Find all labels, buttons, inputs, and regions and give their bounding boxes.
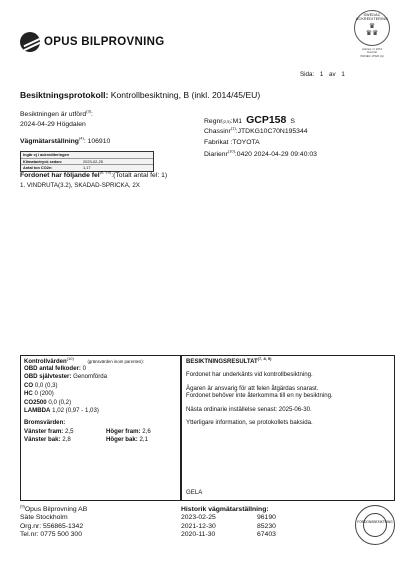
control-values-box	[20, 355, 181, 501]
control-value-line: CO2500 0,0 (0,2)	[24, 398, 72, 406]
registration-number: Regnr (2,5) :M1 GCP158 S	[204, 114, 295, 126]
brake-value: Höger bak: 2,1	[106, 436, 149, 444]
odometer-history: Historik vägmätarställning: 2023-02-25 96190 2021-12-30 85230 2020-11-30 67403	[181, 506, 307, 540]
result-paragraph: Fordonet har underkänts vid kontrollbesiktning.	[186, 371, 313, 378]
inspection-performed-label: Besiktningen är utförd$^{(3)}$:	[20, 108, 93, 118]
control-value-line: LAMBDA 1,02 (0,97 - 1,03)	[24, 407, 99, 415]
diary-number: Diarienr$^{(10)}$:0420 2024-04-29 09:40:03	[204, 148, 317, 158]
protocol-title: Besiktningsprotokoll: Kontrollbesiktning, B (inkl. 2014/45/EU)	[20, 90, 261, 100]
control-value-line: CO 0,0 (0,3)	[24, 381, 58, 389]
result-paragraph: Ytterligare information, se protokollets baksida.	[186, 419, 313, 427]
info-row: Antal ton CO2e: 1,17	[23, 165, 91, 171]
brake-values-heading: Bromsvärden:	[24, 419, 66, 427]
odometer-reading: Vägmätarställning$^{(4)}$: 106910	[20, 135, 111, 145]
result-paragraph: Ägaren är ansvarig för att felen åtgärdas snarast.	[186, 384, 319, 392]
page-number: Sida: 1 av 1	[300, 71, 345, 78]
seal-caption: Ackred. nr 1074 Kontroll ISO/IEC 17020 (A)	[360, 47, 384, 58]
brake-value: Höger fram: 2,6	[106, 427, 151, 435]
company-info: $^{(9)}$Opus Bilprovning AB Säte Stockholm Org.nr: 556865-1342 Tel.nr: 0775 500 300	[20, 503, 88, 539]
history-row: 2020-11-30 67403	[181, 531, 276, 539]
control-value-line: OBD självtester: Genomförda	[24, 373, 107, 381]
history-row: 2023-02-25 96190	[181, 514, 276, 522]
info-row: Ingår ej i ackrediteringen	[21, 152, 153, 159]
result-heading: BESIKTNINGSRESULTAT$^{(7, 8, 9)}$	[186, 356, 272, 365]
plate-number: GCP158	[246, 114, 287, 126]
swedac-seal	[350, 10, 394, 70]
brake-value: Vänster bak: 2,8	[24, 436, 71, 444]
control-value-line: OBD antal felkoder: 0	[24, 365, 86, 372]
chassis-number: Chassinr$^{(1)}$:JTDKG10C70N195344	[204, 125, 308, 135]
control-value-line: HC 0 (200)	[24, 390, 54, 398]
inspection-result-box	[181, 355, 395, 501]
faults-heading: Fordonet har följande fel$^{(6, 10)}$:(Totalt antal fel: 1)	[20, 169, 168, 179]
inspection-performed-value: 2024-04-29 Högdalen	[20, 121, 86, 128]
certification-stamp-icon: FORDONSBESIKTNING	[355, 505, 395, 545]
fault-list-item: 1. VINDRUTA(3.2), SKADAD-SPRICKA, 2X	[20, 182, 140, 189]
brake-values-grid	[21, 428, 180, 444]
company-logo	[20, 32, 164, 52]
opus-logo-icon	[20, 32, 40, 52]
result-paragraph: Fordonet behöver inte återkomma till en ny besiktning.	[186, 392, 333, 400]
history-row: 2021-12-30 85230	[181, 522, 276, 530]
climate-info-box	[20, 151, 154, 172]
logo-text: OPUS BILPROVNING	[44, 36, 165, 48]
seal-crown-icon: SWEDAC ACKREDITERING ♛ ♛♛	[354, 10, 390, 46]
result-paragraph: Nästa ordinarie inställelse senast: 2025-06-30.	[186, 405, 312, 413]
make: Fabrikat :TOYOTA	[204, 139, 260, 146]
info-row: Klimatavtryck sedan: 2023-02-25	[21, 159, 153, 166]
brake-value: Vänster fram: 2,5	[24, 427, 74, 435]
inspector-signature: GELA	[186, 489, 203, 496]
control-values-heading: Kontrollvärden$^{(10)}$ (gränsvärden inom parentes):	[24, 356, 144, 365]
